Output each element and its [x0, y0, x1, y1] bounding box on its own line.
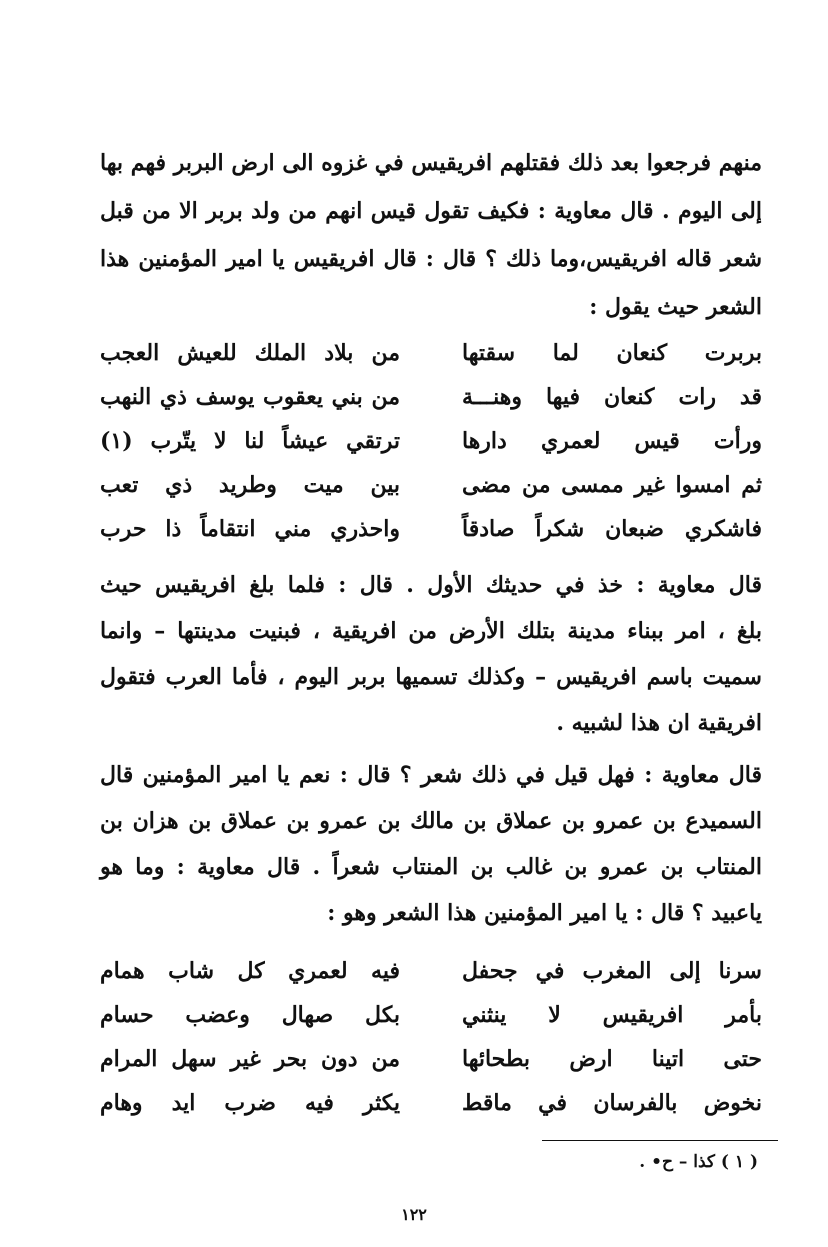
hemistich-second: من بني يعقوب يوسف ذي النهب: [100, 384, 400, 410]
text-line: قال معاوية : خذ في حديثك الأول . قال : فلما بلغ افريقيس حيث: [100, 572, 762, 598]
text-line: ياعبيد ؟ قال : يا امير المؤمنين هذا الشعر وهو :: [327, 900, 762, 926]
text-line: قال معاوية : فهل قيل في ذلك شعر ؟ قال : نعم يا امير المؤمنين قال: [100, 762, 762, 788]
text-line: الشعر حيث يقول :: [589, 294, 762, 320]
verse: [100, 384, 762, 424]
hemistich-second: بين ميت وطريد ذي تعب: [100, 472, 400, 498]
text-line: المنتاب بن عمرو بن غالب بن المنتاب شعراً . قال معاوية : وما هو: [100, 854, 762, 880]
hemistich-second: فيه لعمري كل شاب همام: [100, 958, 400, 984]
text-line: منهم فرجعوا بعد ذلك فقتلهم افريقيس في غزوه الى ارض البربر فهم بها: [100, 150, 762, 176]
text-line: افريقية ان هذا لشبيه .: [556, 710, 762, 736]
text-line: سميت باسم افريقيس – وكذلك تسميها بربر اليوم ، فأما العرب فتقول: [100, 664, 762, 690]
hemistich-second: من بلاد الملك للعيش العجب: [100, 340, 400, 366]
hemistich-first: قد رات كنعان فيها وهنـــة: [462, 384, 762, 410]
hemistich-first: بربرت كنعان لما سقتها: [462, 340, 762, 366]
verse: [100, 1002, 762, 1042]
text-line: إلى اليوم . قال معاوية : فكيف تقول قيس انهم من ولد بربر الا من قبل: [100, 198, 762, 224]
hemistich-first: فاشكري ضبعان شكراً صادقاً: [462, 516, 762, 542]
hemistich-second: ترتقي عيشاً لنا لا يتّرب (١): [100, 428, 400, 454]
hemistich-second: بكل صهال وعضب حسام: [100, 1002, 400, 1028]
text-line: السميدع بن عمرو بن عملاق بن مالك بن عمرو بن عملاق بن هزان بن: [100, 808, 762, 834]
hemistich-first: ورأت قيس لعمري دارها: [462, 428, 762, 454]
verse: [100, 1090, 762, 1130]
hemistich-second: من دون بحر غير سهل المرام: [100, 1046, 400, 1072]
hemistich-second: يكثر فيه ضرب ايد وهام: [100, 1090, 400, 1116]
hemistich-first: ثم امسوا غير ممسى من مضى: [462, 472, 762, 498]
footnote: ( ١ ) كذا – ح• .: [639, 1152, 758, 1172]
verse: [100, 516, 762, 556]
verse: [100, 472, 762, 512]
page-number: ١٢٢: [401, 1205, 427, 1224]
footnote-divider: [542, 1140, 778, 1141]
hemistich-first: نخوض بالفرسان في ماقط: [462, 1090, 762, 1116]
verse: [100, 1046, 762, 1086]
hemistich-first: حتى اتينا ارض بطحائها: [462, 1046, 762, 1072]
text-line: شعر قاله افريقيس،وما ذلك ؟ قال : قال افريقيس يا امير المؤمنين هذا: [100, 246, 762, 272]
verse: [100, 340, 762, 380]
text-line: بلغ ، امر ببناء مدينة بتلك الأرض من افريقية ، فبنيت مدينتها – وانما: [100, 618, 762, 644]
verse: [100, 428, 762, 468]
verse: [100, 958, 762, 998]
hemistich-first: بأمر افريقيس لا ينثني: [462, 1002, 762, 1028]
hemistich-first: سرنا إلى المغرب في جحفل: [462, 958, 762, 984]
hemistich-second: واحذري مني انتقاماً ذا حرب: [100, 516, 400, 542]
